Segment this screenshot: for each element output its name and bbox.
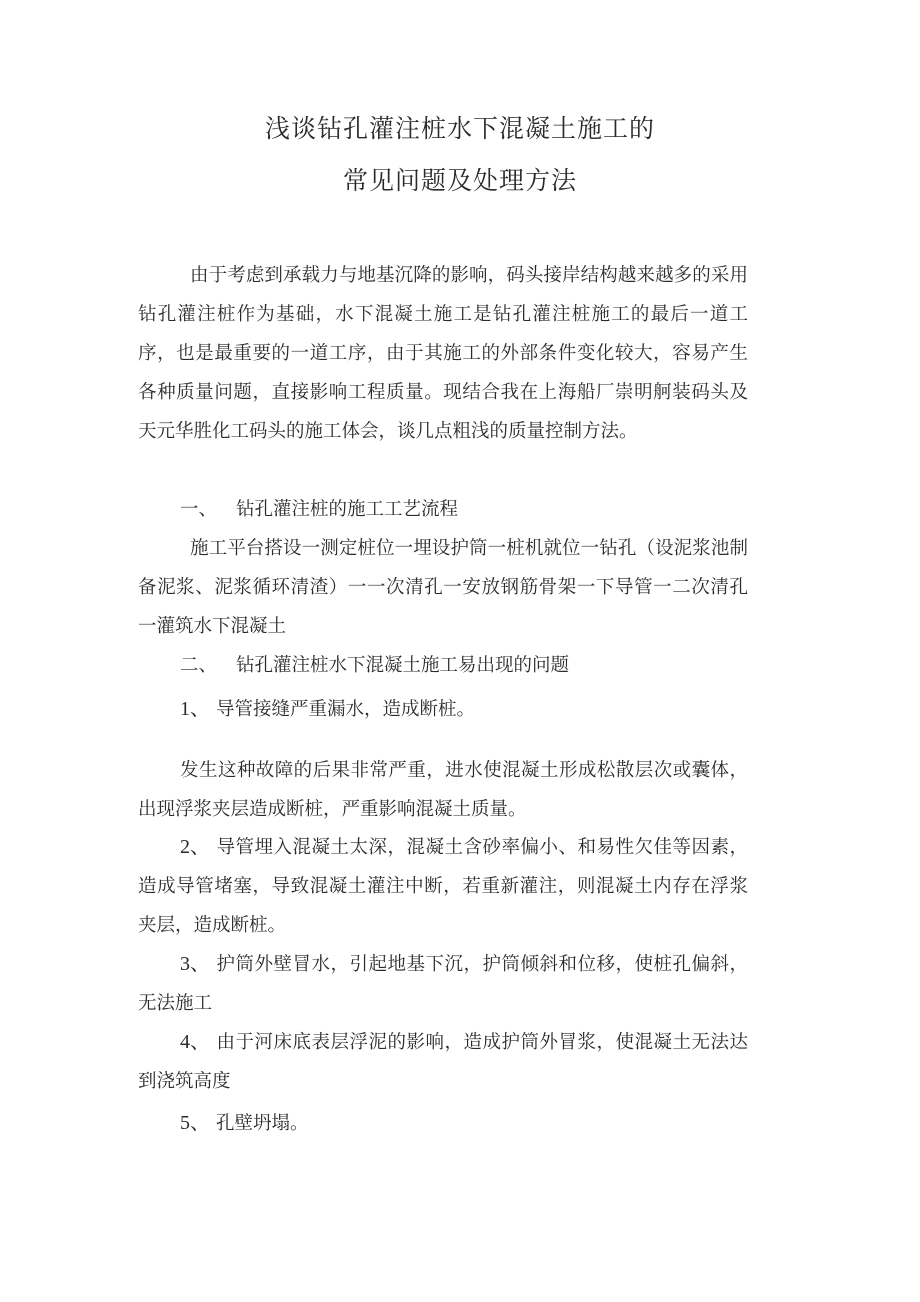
process-flow-text: 施工平台搭设一测定桩位一埋设护筒一桩机就位一钻孔（设泥浆池制备泥浆、泥浆循环清渣）一一次清孔一安放钢筋骨架一下导管一二次清孔一灌筑水下混凝土 — [138, 538, 748, 637]
problem-item-1-consequence — [138, 751, 748, 829]
problem-item-2 — [138, 828, 748, 945]
section-2-heading-text: 钻孔灌注桩水下混凝土施工易出现的问题 — [236, 655, 570, 676]
problem-item-4-number: 4、 — [180, 1031, 210, 1053]
problem-item-3-number: 3、 — [180, 953, 210, 975]
section-1-number: 一、 — [180, 499, 218, 520]
problem-item-4 — [138, 1023, 748, 1101]
problem-item-3-text: 护筒外壁冒水，引起地基下沉，护筒倾斜和位移，使桩孔偏斜，无法施工 — [138, 954, 748, 1014]
intro-text: 由于考虑到承载力与地基沉降的影响，码头接岸结构越来越多的采用钻孔灌注桩作为基础，水下混凝土施工是钻孔灌注桩施工的最后一道工序，也是最重要的一道工序，由于其施工的外部条件变化较大，容易产生各种质量问题，直接影响工程质量。现结合我在上海船厂崇明舸装码头及天元华胜化工码头的施工体会，谈几点粗浅的质量控制方法。 — [138, 265, 748, 442]
problem-item-2-number: 2、 — [180, 836, 210, 858]
problem-item-5-text: 孔壁坍塌。 — [216, 1113, 309, 1134]
problem-item-5-number: 5、 — [180, 1112, 210, 1134]
problem-item-3 — [138, 945, 748, 1023]
document-title-line-1: 浅谈钻孔灌注桩水下混凝土施工的 — [264, 114, 655, 143]
problem-item-5 — [138, 1104, 748, 1143]
problem-item-2-text: 导管埋入混凝土太深，混凝土含砂率偏小、和易性欠佳等因素，造成导管堵塞，导致混凝土灌注中断，若重新灌注，则混凝土内存在浮浆夹层，造成断桩。 — [138, 837, 748, 936]
problem-item-1 — [138, 690, 748, 729]
section-1-heading-text: 钻孔灌注桩的施工工艺流程 — [236, 499, 459, 520]
section-2-number: 二、 — [180, 655, 218, 676]
problem-item-1-text: 导管接缝严重漏水，造成断桩。 — [216, 699, 476, 720]
intro-paragraph — [138, 256, 748, 451]
document-title-line-2: 常见问题及处理方法 — [342, 166, 577, 195]
problem-item-1-number: 1、 — [180, 698, 210, 720]
process-flow-paragraph — [138, 529, 748, 646]
section-1-heading — [138, 490, 748, 529]
section-2-heading — [138, 646, 748, 685]
problem-item-4-text: 由于河床底表层浮泥的影响，造成护筒外冒浆，使混凝土无法达到浇筑高度 — [138, 1032, 748, 1092]
problem-item-1-consequence-text: 发生这种故障的后果非常严重，进水使混凝土形成松散层次或囊体，出现浮浆夹层造成断桩，严重影响混凝土质量。 — [138, 760, 748, 820]
